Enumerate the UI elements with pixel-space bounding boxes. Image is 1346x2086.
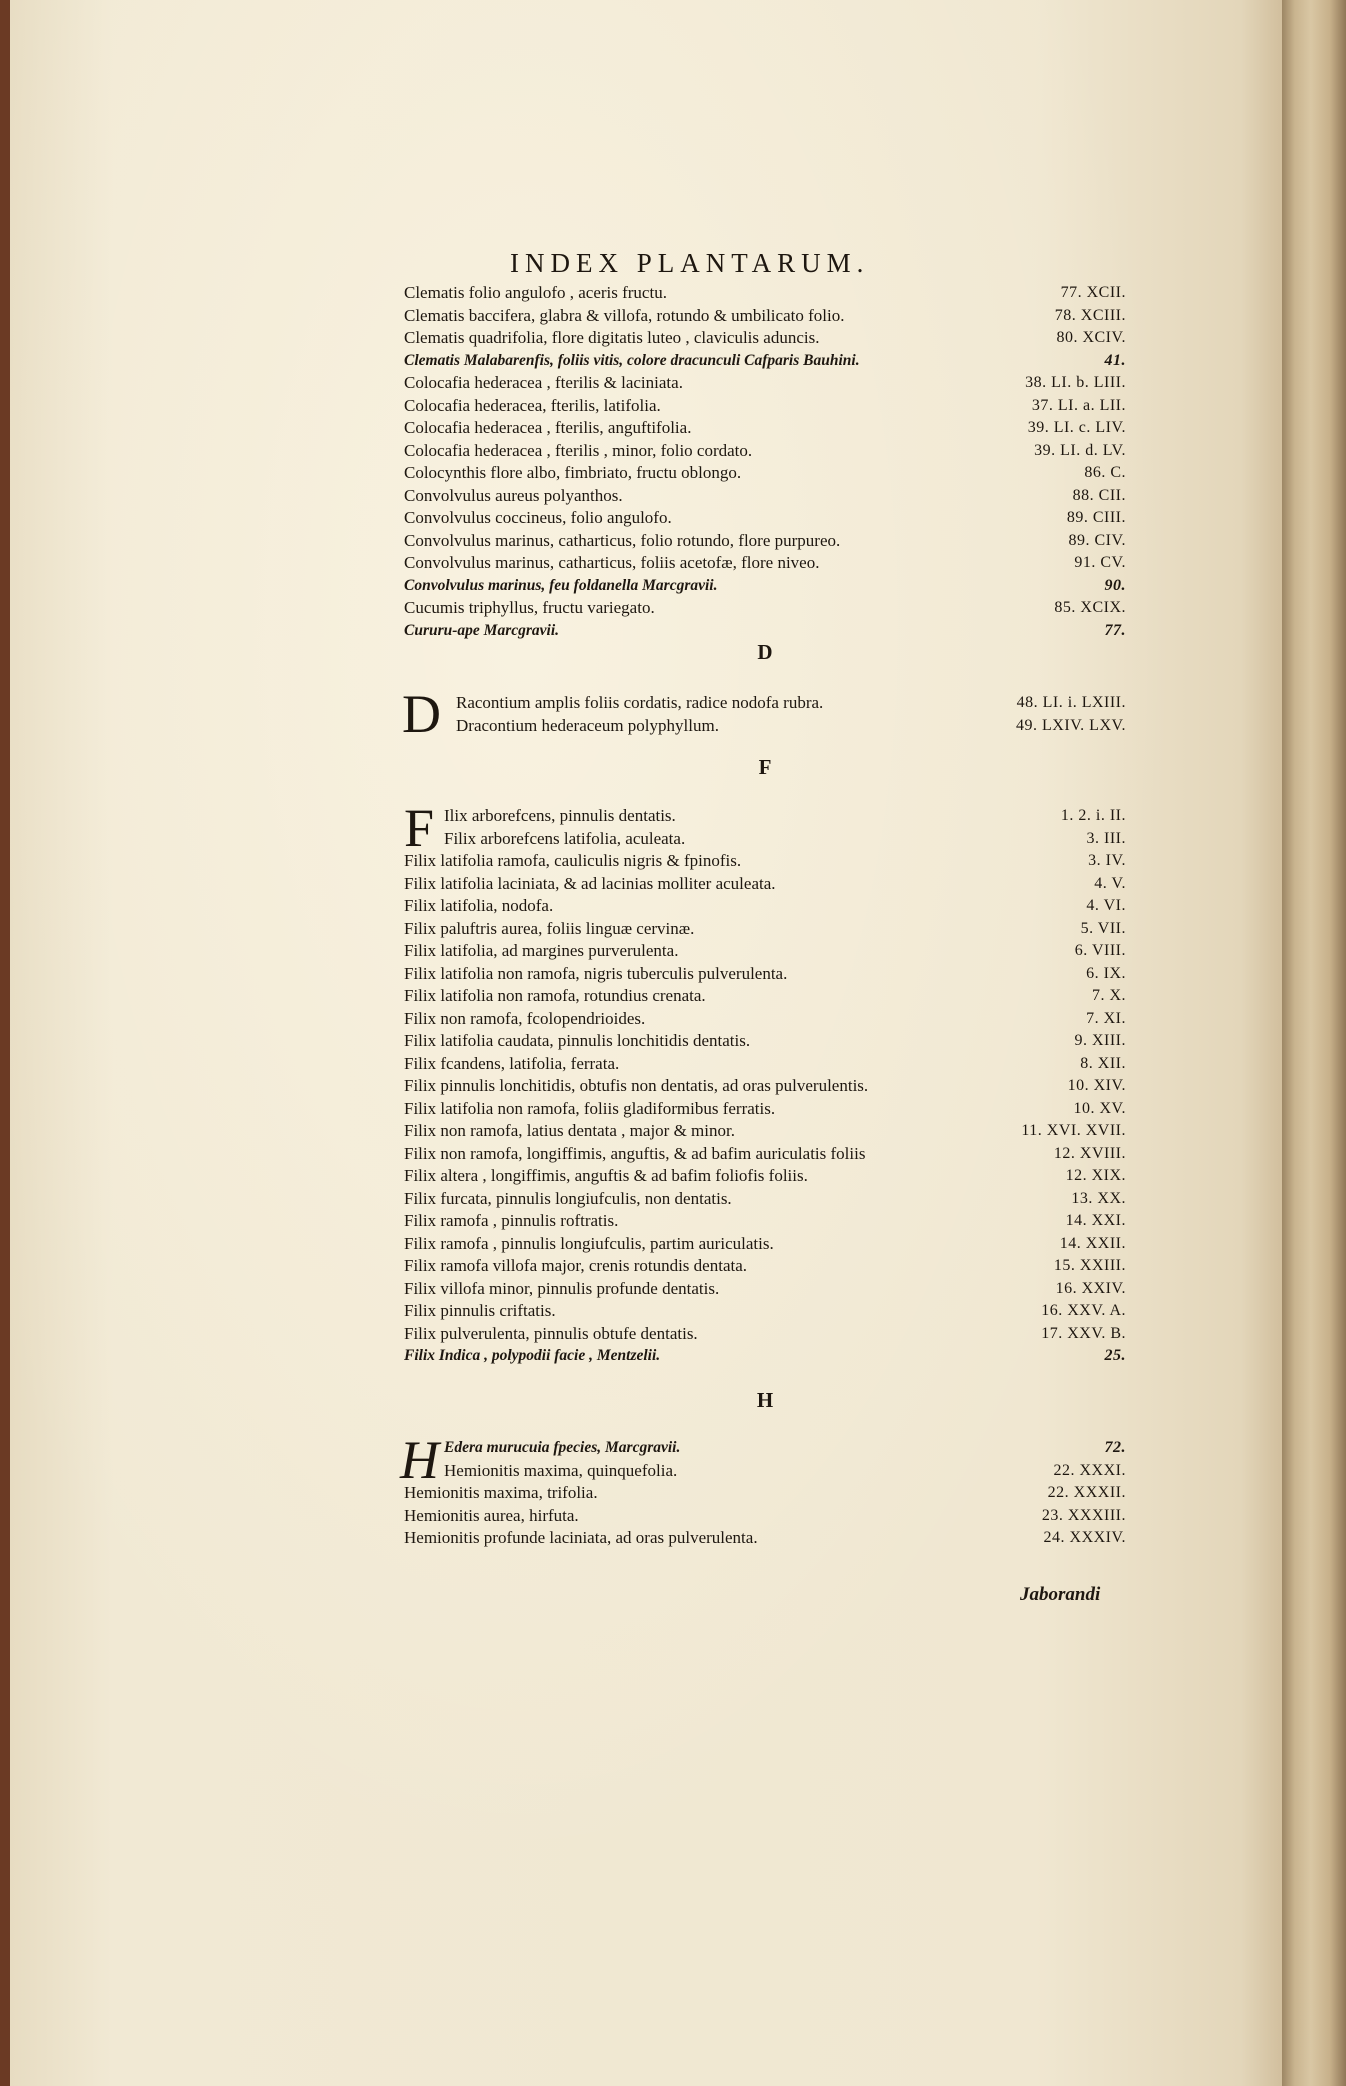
entry-name: Filix latifolia non ramofa, nigris tuberculis pulverulenta. bbox=[404, 963, 788, 983]
entry-name: Filix villofa minor, pinnulis profunde dentatis. bbox=[404, 1278, 720, 1298]
section-c bbox=[400, 282, 1130, 642]
section-h bbox=[400, 1430, 1130, 1550]
index-entry bbox=[400, 828, 1130, 851]
entry-name: Clematis folio angulofo , aceris fructu. bbox=[404, 283, 667, 302]
entry-reference: 37. LI. a. LII. bbox=[1031, 396, 1126, 414]
entry-name: Filix ramofa , pinnulis roftratis. bbox=[404, 1211, 619, 1230]
index-entry bbox=[400, 440, 1130, 463]
index-entry bbox=[400, 1505, 1130, 1528]
entry-reference: 10. XIV. bbox=[1067, 1077, 1126, 1094]
entry-name: Clematis baccifera, glabra & villofa, rotundo & umbilicato folio. bbox=[404, 305, 845, 325]
index-entry bbox=[400, 530, 1130, 553]
index-entry bbox=[400, 940, 1130, 963]
entry-reference: 10. XV. bbox=[1073, 1099, 1126, 1117]
entry-reference: 72. bbox=[1104, 1439, 1126, 1456]
drop-capital-f: F bbox=[404, 798, 435, 858]
entry-name: Colocynthis flore albo, fimbriato, fructu oblongo. bbox=[404, 463, 742, 482]
catchword: Jaborandi bbox=[1020, 1584, 1101, 1605]
index-entry bbox=[400, 575, 1130, 598]
index-entry bbox=[400, 1165, 1130, 1188]
section-d bbox=[400, 684, 1130, 744]
entry-name: Edera murucuia fpecies, Marcgravii. bbox=[444, 1439, 681, 1456]
entry-reference: 13. XX. bbox=[1071, 1189, 1126, 1207]
entry-name: Filix latifolia ramofa, cauliculis nigris & fpinofis. bbox=[404, 851, 742, 870]
index-entry bbox=[400, 850, 1130, 873]
index-entry bbox=[400, 620, 1130, 643]
entry-reference: 17. XXV. B. bbox=[1041, 1324, 1126, 1342]
entry-name: Convolvulus marinus, catharticus, folio rotundo, flore purpureo. bbox=[404, 530, 841, 550]
entry-reference: 15. XXIII. bbox=[1053, 1257, 1126, 1274]
index-entry bbox=[400, 1527, 1130, 1550]
index-entry bbox=[400, 1120, 1130, 1143]
entry-reference: 12. XIX. bbox=[1065, 1167, 1126, 1184]
entry-reference: 86. C. bbox=[1084, 464, 1126, 481]
section-letter-h: H bbox=[756, 1388, 774, 1412]
index-entry bbox=[400, 350, 1130, 373]
index-entry bbox=[400, 1437, 1130, 1460]
entry-name: Filix Indica , polypodii facie , Mentzelii. bbox=[404, 1347, 661, 1364]
index-entry bbox=[400, 305, 1130, 328]
entry-reference: 80. XCIV. bbox=[1056, 329, 1126, 346]
entry-reference: 11. XVI. XVII. bbox=[1021, 1122, 1126, 1139]
entry-reference: 5. VII. bbox=[1080, 919, 1126, 937]
index-entry bbox=[400, 963, 1130, 986]
entry-name: Filix latifolia non ramofa, rotundius crenata. bbox=[404, 986, 706, 1005]
section-letter-d: D bbox=[757, 640, 773, 664]
entry-reference: 89. CIV. bbox=[1068, 531, 1126, 549]
index-entry bbox=[400, 372, 1130, 395]
index-entry bbox=[400, 895, 1130, 918]
index-entry bbox=[400, 918, 1130, 941]
entry-name: Filix altera , longiffimis, anguftis & ad bafim foliofis foliis. bbox=[404, 1166, 808, 1185]
entry-reference: 39. LI. d. LV. bbox=[1034, 441, 1126, 459]
entry-name: Hemionitis profunde laciniata, ad oras pulverulenta. bbox=[404, 1528, 758, 1547]
index-entry bbox=[400, 507, 1130, 530]
index-entry bbox=[400, 1210, 1130, 1233]
section-letter-f: F bbox=[758, 755, 772, 779]
index-entry bbox=[400, 1300, 1130, 1323]
entry-reference: 78. XCIII. bbox=[1054, 306, 1126, 324]
entry-reference: 8. XII. bbox=[1080, 1054, 1126, 1072]
entry-reference: 25. bbox=[1104, 1347, 1126, 1364]
entry-name: Hemionitis maxima, quinquefolia. bbox=[444, 1460, 678, 1480]
index-entry bbox=[400, 1030, 1130, 1053]
entry-name: Colocafia hederacea, fterilis, latifolia. bbox=[404, 395, 661, 415]
entry-reference: 49. LXIV. LXV. bbox=[1016, 716, 1126, 734]
entry-reference: 39. LI. c. LIV. bbox=[1027, 419, 1126, 436]
index-entry bbox=[400, 1098, 1130, 1121]
entry-reference: 41. bbox=[1104, 351, 1126, 369]
entry-name: Filix pinnulis criftatis. bbox=[404, 1301, 556, 1320]
entry-name: Filix non ramofa, longiffimis, anguftis, & ad bafim auriculatis foliis bbox=[404, 1143, 866, 1163]
entry-name: Cururu-ape Marcgravii. bbox=[404, 621, 560, 639]
entry-name: Filix ramofa villofa major, crenis rotundis dentata. bbox=[404, 1256, 748, 1275]
entry-reference: 6. IX. bbox=[1086, 964, 1126, 982]
entry-reference: 85. XCIX. bbox=[1054, 599, 1126, 616]
entry-reference: 88. CII. bbox=[1072, 486, 1126, 504]
index-entry bbox=[400, 1233, 1130, 1256]
entry-name: Dracontium hederaceum polyphyllum. bbox=[456, 715, 719, 735]
index-entry bbox=[400, 1460, 1130, 1483]
book-gutter bbox=[1282, 0, 1346, 2086]
drop-capital-d: D bbox=[402, 684, 441, 744]
entry-reference: 38. LI. b. LIII. bbox=[1025, 374, 1126, 391]
entry-name: Filix arborefcens latifolia, aculeata. bbox=[444, 828, 686, 848]
entry-name: Filix latifolia non ramofa, foliis gladiformibus ferratis. bbox=[404, 1098, 776, 1118]
entry-name: Convolvulus aureus polyanthos. bbox=[404, 485, 623, 505]
index-entry bbox=[400, 1278, 1130, 1301]
entry-name: Filix latifolia laciniata, & ad lacinias molliter aculeata. bbox=[404, 873, 776, 893]
index-entry bbox=[400, 1143, 1130, 1166]
index-entry bbox=[400, 1345, 1130, 1368]
entry-reference: 90. bbox=[1104, 576, 1126, 594]
index-entry bbox=[400, 805, 1130, 828]
entry-name: Filix latifolia caudata, pinnulis lonchitidis dentatis. bbox=[404, 1031, 751, 1050]
entry-reference: 23. XXXIII. bbox=[1041, 1506, 1126, 1524]
entry-name: Filix fcandens, latifolia, ferrata. bbox=[404, 1053, 620, 1073]
index-entry bbox=[400, 395, 1130, 418]
entry-reference: 4. VI. bbox=[1086, 897, 1126, 914]
index-entry bbox=[400, 1053, 1130, 1076]
index-entry bbox=[400, 692, 1130, 715]
entry-name: Hemionitis maxima, trifolia. bbox=[404, 1483, 598, 1502]
entry-reference: 6. VIII. bbox=[1074, 942, 1126, 959]
entry-name: Filix furcata, pinnulis longiufculis, non dentatis. bbox=[404, 1188, 732, 1208]
index-entry bbox=[400, 597, 1130, 620]
entry-name: Filix non ramofa, latius dentata , major & minor. bbox=[404, 1121, 735, 1140]
entry-name: Colocafia hederacea , fterilis , minor, folio cordato. bbox=[404, 440, 753, 460]
entry-reference: 14. XXII. bbox=[1059, 1234, 1126, 1252]
entry-name: Filix latifolia, nodofa. bbox=[404, 896, 554, 915]
entry-reference: 7. X. bbox=[1091, 987, 1126, 1004]
index-entry bbox=[400, 1255, 1130, 1278]
entry-name: Colocafia hederacea , fterilis & laciniata. bbox=[404, 373, 683, 392]
entry-name: Convolvulus coccineus, folio angulofo. bbox=[404, 508, 672, 527]
entry-reference: 3. III. bbox=[1086, 829, 1126, 847]
entry-reference: 77. XCII. bbox=[1060, 284, 1126, 301]
index-entry bbox=[400, 715, 1130, 738]
section-f bbox=[400, 798, 1130, 1368]
index-entry bbox=[400, 462, 1130, 485]
index-entry bbox=[400, 1323, 1130, 1346]
page-title: INDEX PLANTARUM. bbox=[510, 248, 870, 278]
entry-reference: 3. IV. bbox=[1088, 852, 1126, 869]
index-entry bbox=[400, 1008, 1130, 1031]
entry-name: Filix pinnulis lonchitidis, obtufis non dentatis, ad oras pulverulentis. bbox=[404, 1076, 869, 1095]
entry-reference: 1. 2. i. II. bbox=[1060, 807, 1126, 824]
entry-reference: 14. XXI. bbox=[1065, 1212, 1126, 1229]
entry-name: Filix latifolia, ad margines purverulenta. bbox=[404, 941, 679, 960]
entry-reference: 4. V. bbox=[1094, 874, 1126, 892]
index-entry bbox=[400, 873, 1130, 896]
entry-name: Colocafia hederacea , fterilis, anguftifolia. bbox=[404, 418, 692, 437]
entry-reference: 48. LI. i. LXIII. bbox=[1016, 694, 1126, 711]
index-entry bbox=[400, 1482, 1130, 1505]
entry-reference: 89. CIII. bbox=[1066, 509, 1126, 526]
entry-name: Ilix arborefcens, pinnulis dentatis. bbox=[444, 806, 676, 825]
entry-name: Filix paluftris aurea, foliis linguæ cervinæ. bbox=[404, 918, 695, 938]
entry-name: Filix ramofa , pinnulis longiufculis, partim auriculatis. bbox=[404, 1233, 774, 1253]
entry-reference: 22. XXXI. bbox=[1053, 1461, 1126, 1479]
entry-name: Hemionitis aurea, hirfuta. bbox=[404, 1505, 579, 1525]
entry-name: Convolvulus marinus, feu foldanella Marcgravii. bbox=[404, 576, 718, 594]
entry-name: Filix pulverulenta, pinnulis obtufe dentatis. bbox=[404, 1323, 698, 1343]
entry-name: Convolvulus marinus, catharticus, foliis acetofæ, flore niveo. bbox=[404, 553, 820, 572]
entry-name: Cucumis triphyllus, fructu variegato. bbox=[404, 598, 655, 617]
entry-reference: 9. XIII. bbox=[1074, 1032, 1126, 1049]
index-entry bbox=[400, 327, 1130, 350]
index-entry bbox=[400, 282, 1130, 305]
drop-capital-h: H bbox=[400, 1430, 439, 1490]
index-entry bbox=[400, 417, 1130, 440]
entry-reference: 22. XXXII. bbox=[1047, 1484, 1126, 1501]
entry-reference: 91. CV. bbox=[1074, 554, 1126, 571]
entry-reference: 77. bbox=[1104, 621, 1126, 639]
entry-reference: 16. XXIV. bbox=[1055, 1279, 1126, 1297]
entry-reference: 7. XI. bbox=[1086, 1009, 1126, 1027]
entry-reference: 24. XXXIV. bbox=[1043, 1529, 1126, 1546]
entry-reference: 12. XVIII. bbox=[1053, 1144, 1126, 1162]
index-entry bbox=[400, 1188, 1130, 1211]
entry-reference: 16. XXV. A. bbox=[1041, 1302, 1126, 1319]
entry-name: Filix non ramofa, fcolopendrioides. bbox=[404, 1008, 646, 1028]
index-entry bbox=[400, 485, 1130, 508]
index-entry bbox=[400, 552, 1130, 575]
index-entry bbox=[400, 1075, 1130, 1098]
entry-name: Clematis Malabarenfis, foliis vitis, colore dracunculi Cafparis Bauhini. bbox=[404, 351, 860, 369]
entry-name: Clematis quadrifolia, flore digitatis luteo , claviculis aduncis. bbox=[404, 328, 820, 347]
index-entry bbox=[400, 985, 1130, 1008]
entry-name: Racontium amplis foliis cordatis, radice nodofa rubra. bbox=[456, 693, 824, 712]
